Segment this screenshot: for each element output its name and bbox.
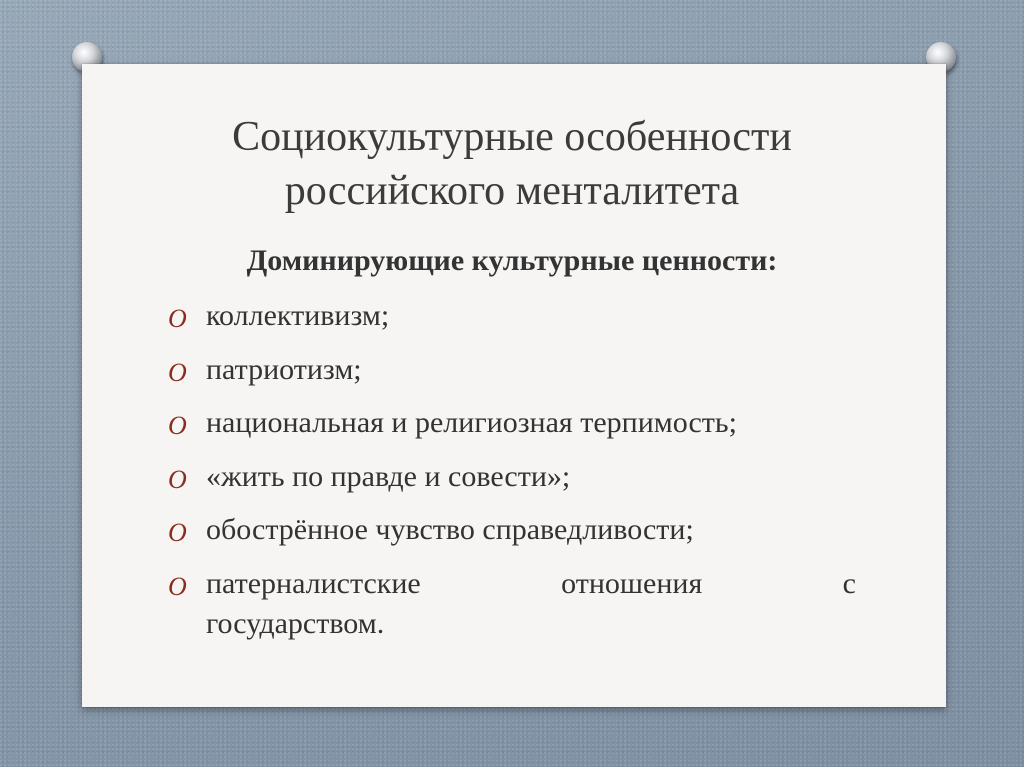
word-relations: отношения xyxy=(561,566,703,600)
list-item-line-1 xyxy=(206,564,856,604)
subtitle-heading: Доминирующие культурные ценности: xyxy=(246,244,778,277)
list-item-last xyxy=(168,564,856,644)
list-item xyxy=(168,350,856,390)
title-line-1: Социокультурные особенности xyxy=(232,114,792,160)
bullet-icon: O xyxy=(168,411,187,440)
title-line-2: российского менталитета xyxy=(284,168,740,214)
list-item xyxy=(168,510,856,550)
list-item xyxy=(168,403,856,443)
slide-title xyxy=(0,110,1024,218)
list-item-text: обострённое чувство справедливости; xyxy=(206,513,694,546)
bullet-icon: O xyxy=(168,518,187,547)
list-item xyxy=(168,296,856,336)
list-item-line-2: государством. xyxy=(206,606,385,640)
bullet-icon: O xyxy=(168,571,187,601)
list-item-text: национальная и религиозная терпимость; xyxy=(206,406,737,439)
list-item-text: патриотизм; xyxy=(206,352,362,386)
bullet-icon: O xyxy=(168,357,187,387)
list-item xyxy=(168,457,856,497)
values-list xyxy=(168,296,856,657)
bullet-icon: O xyxy=(168,464,187,494)
word-with: с xyxy=(842,566,856,600)
list-item-text: коллективизм; xyxy=(206,299,390,332)
bullet-icon: O xyxy=(168,304,187,333)
list-item-text: «жить по правде и совести»; xyxy=(206,459,571,493)
word-paternalist: патерналистские xyxy=(206,566,421,600)
